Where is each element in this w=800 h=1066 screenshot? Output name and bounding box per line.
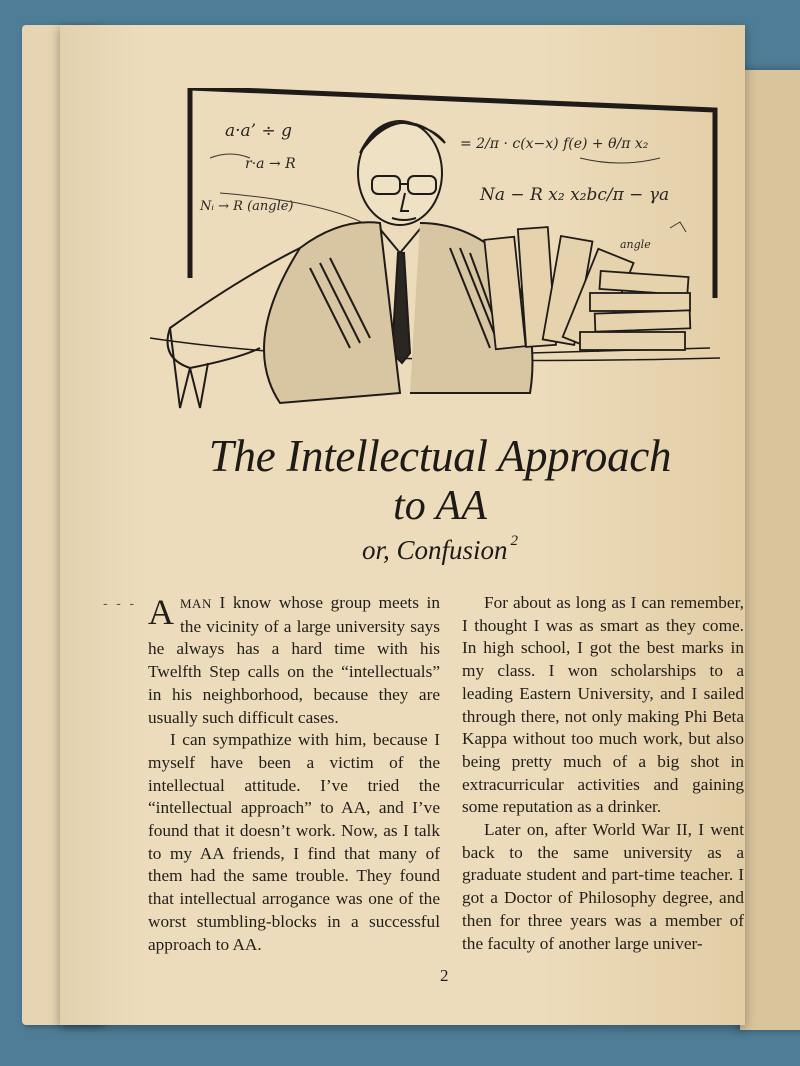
left-paragraph-2: I can sympathize with him, because I myself have been a victim of the intellectual attitude. I’ve tried the “intellectual approach” to AA, and I’ve found that it doesn’t work. Now, as I talk to my AA friends, I find that many of them had the same trouble. They found that intellectual arrogance was one of the worst stumbling-blocks in a successful approach to AA. <box>148 730 440 954</box>
man-at-chalkboard-illustration <box>150 88 720 418</box>
right-column <box>462 592 744 955</box>
left-paragraph-1-text: I know whose group meets in the vicinity of a large university says he always has a hard time with his Twelfth Step calls on the “intellectuals” in his neighborhood, because they are usually such difficult cases. <box>148 593 440 727</box>
article-title-line-1: The Intellectual Approach <box>208 431 672 481</box>
article-title-line-2: to AA <box>393 483 487 529</box>
equation-5: Na − R x₂ x₂bc/π − γa <box>480 185 670 205</box>
subtitle-text: or, Confusion <box>361 535 508 565</box>
margin-dash: - - - <box>103 596 137 612</box>
left-paragraph-1 <box>148 592 440 729</box>
article-subtitle <box>160 535 720 566</box>
small-caps-lead: MAN <box>180 596 212 611</box>
man-figure <box>168 121 533 408</box>
drop-cap: A <box>148 592 174 632</box>
equation-4: = 2/π · c(x−x) f(e) + θ/π x₂ <box>460 136 649 152</box>
footnote-marker: 2 <box>510 533 519 549</box>
left-column <box>148 592 440 956</box>
equation-3: Nᵢ → R (angle) <box>200 199 294 214</box>
next-page-edge <box>740 70 800 1030</box>
page-number: 2 <box>440 966 449 985</box>
equation-6: angle <box>620 238 651 251</box>
equation-1: a·a’ ÷ g <box>225 121 293 141</box>
equation-2: r·a → R <box>245 156 296 172</box>
right-paragraph-1: For about as long as I can remember, I thought I was as smart as they come. In high school, I got the best marks in my class. I won scholarships to a leading Eastern University, and I sailed through there, not only making Phi Beta Kappa without too much work, but also being pretty much of a big shot in extracurricular activities and gaining some reputation as a drinker. <box>462 593 744 817</box>
books <box>484 227 690 351</box>
right-paragraph-2: Later on, after World War II, I went back to the same university as a graduate student and part-time teacher. I got a Doctor of Philosophy degree, and then for three years was a member of the faculty of another large univer- <box>462 820 744 953</box>
